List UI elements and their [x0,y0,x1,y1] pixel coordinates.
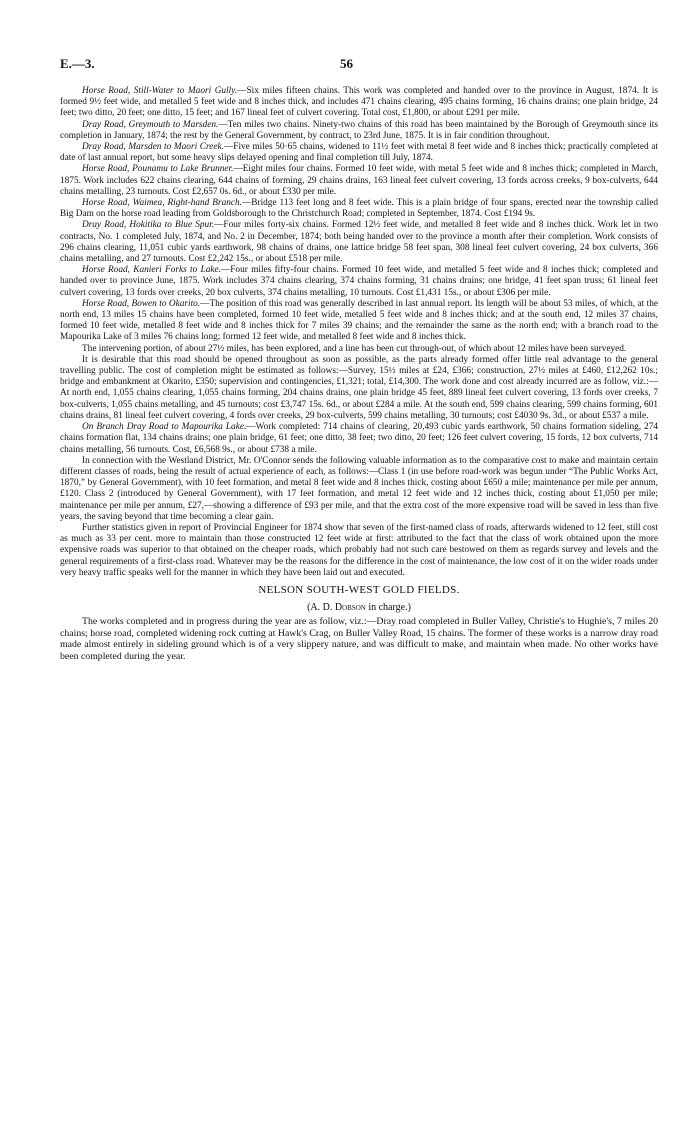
road-entry-still-water [60,86,658,120]
subheading-open: (A. D. [307,602,335,614]
road-entry-hokitika [60,220,658,265]
entry-title: On Branch Dray Road to Mapourika Lake. [82,422,247,433]
paragraph-westland: In connection with the Westland District, Mr. O'Connor sends the following valuable information as to the comparative cost to make and maintain certain different classes of roads, being the result of actual experience of each, as follows:—Class 1 (in use before road-work was begun under “The Public Works Act, 1870,” by General Government), with 10 feet formation, and metal 8 feet wide and 8 inches thick, costing about £650 a mile; maintenance per mile per annum, £120. Class 2 (introduced by General Government), with 17 feet formation, and metal 12 feet wide and 12 inches thick, costing about £1,050 per mile; maintenance per mile per annum, £27,—showing a difference of £93 per mile, and that the extra cost of the more expensive road will be saved in less than five years, the saving beyond that time becoming a clear gain. [60,455,658,522]
paragraph-cost-estimate: It is desirable that this road should be opened throughout as soon as possible, as the parts already formed offer little real advantage to the general travelling public. The cost of completion might be estimated as follows:—Survey, 15½ miles at £24, £366; construction, 27½ miles at £460, £12,262 10s.; bridge and embankment at Okarito, £350; supervision and contingencies, £1,321; total, £14,300. The work done and cost already incurred are as follow, viz.:—At north end, 1,055 chains clearing, 1,055 chains forming, 204 chains drains, one plain bridge 45 feet, 889 lineal feet culvert covering, 13 fords over creeks, 7 box-culverts, 1,055 chains metalling, and 45 turnouts; cost £3,747 15s. 6d., or about £284 a mile. At the south end, 599 chains clearing, 599 chains forming, 601 chains drains, 81 lineal feet culvert covering, 4 fords over creeks, 29 box-culverts, 599 chains metalling, 30 turnouts; cost £4030 9s. 3d., or about £537 a mile. [60,354,658,421]
entry-body: —Ten miles two chains. Ninety-two chains of this road has been maintained by the Borough of Greymouth since its completion in January, 1874; the rest by the General Government, by contract, to 23rd June, 1875. It is in fair condition throughout. [60,119,658,141]
entry-title: Horse Road, Pounamu to Lake Brunner. [82,164,234,175]
road-entry-mapourika [60,422,658,456]
paragraph-statistics: Further statistics given in report of Provincial Engineer for 1874 show that seven of the first-named class of roads, afterwards widened to 12 feet, still cost as much as 33 per cent. more to maintain than those constructed 12 feet wide at first: attributed to the fact that the class of work obtained upon the more expensive roads was superior to that obtained on the cheaper roads, which probably had not such care bestowed on them as regards survey and levels and the general requirements of a first-class road. Whatever may be the reasons for the difference in the cost of maintenance, the low cost of it on the wider roads under very heavy traffic speaks well for the manner in which they have been laid out and executed. [60,522,658,578]
entry-body: —Six miles fifteen chains. This work was completed and handed over to the province in August, 1874. It is formed 9½ feet wide, and metalled 5 feet wide and 8 inches thick, and includes 471 chains clearing, 495 chains forming, 16 chains drains; one plain bridge, 24 feet; two ditto, 20 feet; one ditto, 15 feet; and 167 lineal feet of culvert covering. Total cost, £1,800, or about £291 per mile. [60,86,658,119]
document-body [60,86,658,662]
page-header [60,56,658,78]
road-entry-pounamu [60,164,658,198]
entry-title: Dray Road, Marsden to Maori Creek. [82,142,224,153]
entry-title: Horse Road, Waimea, Right-hand Branch. [82,198,242,209]
entry-title: Horse Road, Kanieri Forks to Lake. [82,265,221,276]
paragraph-nelson-works: The works completed and in progress during the year are as follow, viz.:—Dray road completed in Buller Valley, Christie's to Hughie's, 7 miles 20 chains; horse road, completed widening rock cutting at Hawk's Crag, on Buller Valley Road, 15 chains. The former of these works is a narrow dray road made almost entirely in sideling ground which is of a very slippery nature, and was difficult to make, and maintain when made. No other works have been completed during the year. [60,616,658,662]
engineer-name: Dobson [334,602,366,614]
entry-body: —Four miles fifty-four chains. Formed 10 feet wide, and metalled 5 feet wide and 8 inches thick; completed and handed over to province June, 1875. Work includes 374 chains clearing, 374 chains forming, 31 chains drains; one bridge, 41 feet span truss; 61 lineal feet culvert covering, 13 fords over creeks, 20 box culverts, 374 chains metalling, 10 turnouts. Cost £1,431 15s., or about £306 per mile. [60,265,658,298]
road-entry-marsden [60,142,658,164]
road-entry-bowen [60,299,658,344]
section-subheading [60,602,658,613]
entry-title: Dray Road, Hokitika to Blue Spur. [82,220,215,231]
entry-title: Dray Road, Greymouth to Marsden. [82,119,219,130]
entry-body: —Bridge 113 feet long and 8 feet wide. This is a plain bridge of four spans, erected near the township called Big Dam on the horse road leading from Goldsborough to the Christchurch Road; completed in September, 1874. Cost £194 9s. [60,198,658,220]
section-heading: NELSON SOUTH-WEST GOLD FIELDS. [258,583,460,596]
entry-title: Horse Road, Still-Water to Maori Gully. [82,86,238,96]
road-entry-greymouth [60,120,658,142]
entry-body: —The position of this road was generally described in last annual report. Its length will be about 53 miles, of which, at the north end, 13 miles 15 chains have been completed, formed 10 feet wide, metalled 5 feet wide and 8 inches thick; and at the south end, 12 miles 37 chains, formed 10 feet wide, metalled 8 feet wide and 8 inches thick for 7 miles 39 chains; and the remainder the same as the north end; with a branch road to the Mapourika Lake of 3 miles 76 chains long; formed 12 feet wide, and metalled 8 feet wide and 8 inches thick. [60,298,659,343]
road-entry-kanieri [60,265,658,299]
report-code: E.—3. [60,56,95,71]
entry-body: —Four miles forty-six chains. Formed 12½ feet wide, and metalled 8 feet wide and 8 inches thick. Work let in two contracts, No. 1 completed July, 1874, and No. 2 in December, 1874; both being handed over to the province a month after their completion. Work consists of 296 chains clearing, 11,051 cubic yards earthwork, 98 chains of drains, one lattice bridge 58 feet span, 308 lineal feet culvert covering, 24 box culverts, 366 chains metalling, and 27 turnouts. Cost £2,242 15s., or about £518 per mile. [60,220,658,265]
entry-body: —Eight miles four chains. Formed 10 feet wide, with metal 5 feet wide and 8 inches thick; completed in March, 1875. Work includes 622 chains clearing, 644 chains of forming, 29 chains drains, 163 lineal feet culvert covering, 13 fords across creeks, 9 box-culverts, 644 chains metalling, 23 turnouts. Cost £2,657 0s. 6d., or about £330 per mile. [60,164,659,197]
entry-body: —Five miles 50·65 chains, widened to 11½ feet with metal 8 feet wide and 8 inches thick; practically completed at date of last annual report, but some heavy slips delayed opening and final completion till July, 1874. [60,142,658,164]
subheading-close: in charge.) [365,602,411,614]
entry-title: Horse Road, Bowen to Okarito. [82,298,201,309]
entry-body: —Work completed: 714 chains of clearing, 20,493 cubic yards earthwork, 50 chains formation sideling, 274 chains formation flat, 134 chains drains; one plain bridge, 61 feet; one ditto, 38 feet; two ditto, 20 feet; 126 feet culvert covering, 15 fords, 12 box culverts, 714 chains metalling, 56 turnouts. Cost, £6,568 9s., or about £738 a mile. [60,422,658,455]
page-number: 56 [340,56,353,71]
paragraph-intervening: The intervening portion, of about 27½ miles, has been explored, and a line has been cut through-out, of which about 12 miles have been surveyed. [82,343,627,354]
road-entry-waimea [60,198,658,220]
